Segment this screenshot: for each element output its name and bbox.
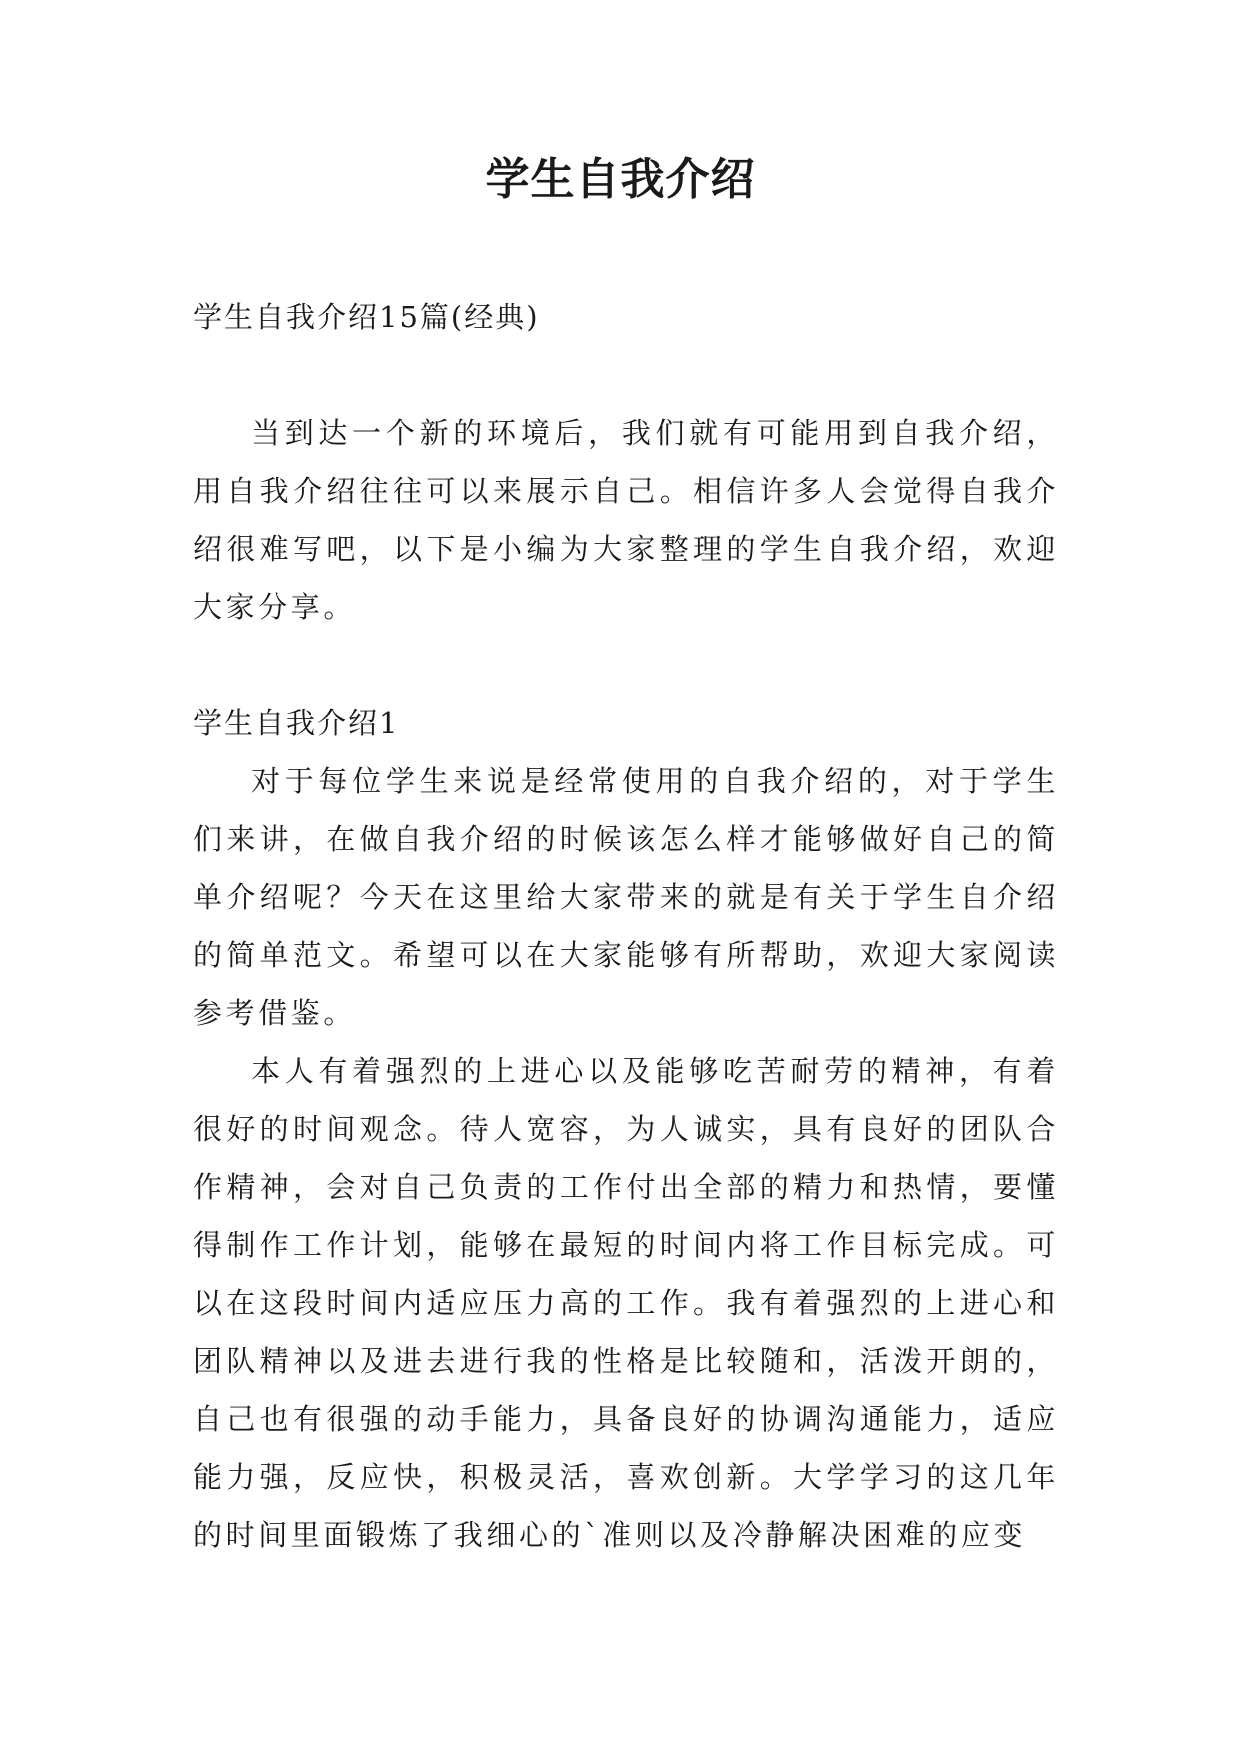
- section-heading: 学生自我介绍1: [193, 706, 400, 740]
- section-paragraph: 对于每位学生来说是经常使用的自我介绍的，对于学生们来讲，在做自我介绍的时候该怎么样才能够做好自己的简单介绍呢？今天在这里给大家带来的就是有关于学生自介绍的简单范文。希望可以在大家能够有所帮助，欢迎大家阅读参考借鉴。: [193, 764, 1059, 1030]
- intro-paragraph: 当到达一个新的环境后，我们就有可能用到自我介绍，用自我介绍往往可以来展示自己。相信许多人会觉得自我介绍很难写吧，以下是小编为大家整理的学生自我介绍，欢迎大家分享。: [193, 416, 1059, 624]
- spacer: [193, 636, 1059, 694]
- section-paragraph: 本人有着强烈的上进心以及能够吃苦耐劳的精神，有着很好的时间观念。待人宽容，为人诚实，具有良好的团队合作精神，会对自己负责的工作付出全部的精力和热情，要懂得制作工作计划，能够在最短的时间内将工作目标完成。可以在这段时间内适应压力高的工作。我有着强烈的上进心和团队精神以及进去进行我的性格是比较随和，活泼开朗的，自己也有很强的动手能力，具备良好的协调沟通能力，适应能力强，反应快，积极灵活，喜欢创新。大学学习的这几年的时间里面锻炼了我细心的`准则以及冷静解决困难的应变: [193, 1054, 1059, 1552]
- spacer: [193, 346, 1059, 404]
- document-subtitle: 学生自我介绍15篇(经典): [193, 300, 540, 334]
- document-title: 学生自我介绍: [485, 154, 756, 205]
- document-body: [193, 288, 1059, 1564]
